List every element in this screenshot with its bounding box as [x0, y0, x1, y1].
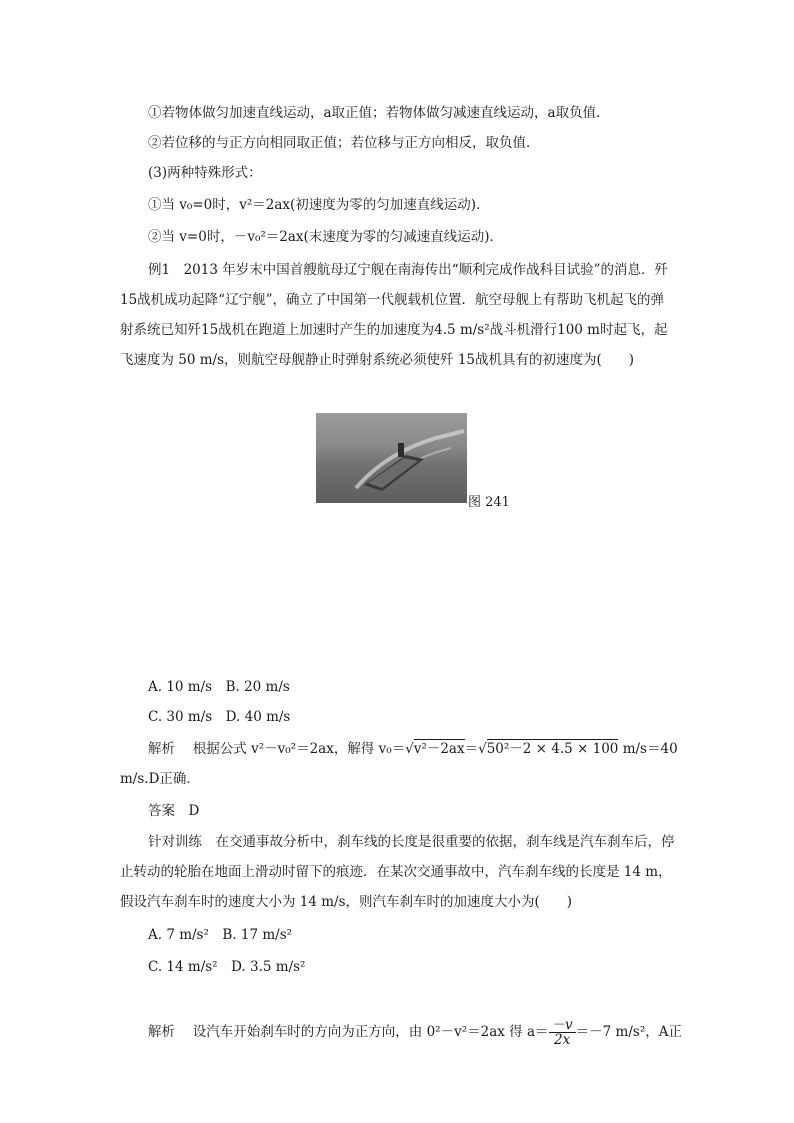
options2-cd: C. 14 m/s² D. 3.5 m/s²: [148, 959, 306, 975]
answer-1: [148, 802, 199, 820]
solution-2-text-b: ＝－7 m/s²，A正: [575, 1024, 682, 1040]
figure-caption: 图 241: [468, 495, 510, 510]
training-paragraph: 针对训练 在交通事故分析中，刹车线的长度是很重要的依据，刹车线是汽车刹车后，停止转动的轮胎在地面上滑动时留下的痕迹．在某次交通事故中，汽车刹车线的长度是 14 m，假设汽车刹车时的速度大小为 14 m/s，则汽车刹车时的加速度大小为( ): [120, 834, 675, 910]
equals-sign: ＝: [464, 741, 479, 757]
answer-label: 答案: [148, 803, 175, 819]
fraction: [549, 1018, 576, 1047]
options-cd: C. 30 m/s D. 40 m/s: [148, 709, 291, 725]
solution-2-line: [148, 1018, 682, 1047]
solution-1-line: 解析 根据公式 v²－v₀²＝2ax，解得 v₀＝√v²－2ax＝√50²－2 × 4.5 × 100 m/s＝40: [148, 741, 678, 757]
solution-text-a: 根据公式 v²－v₀²＝2ax，解得 v₀＝: [192, 741, 406, 757]
options2-ab: A. 7 m/s² B. 17 m/s²: [148, 927, 293, 943]
fraction-numerator: －v: [549, 1018, 576, 1033]
heading-special-forms: (3)两种特殊形式：: [148, 165, 262, 181]
solution-1-continuation: m/s.D正确．: [120, 771, 200, 787]
rule-line-2: ②若位移的与正方向相同取正值；若位移与正方向相反，取负值．: [148, 135, 540, 151]
special-form-2: ②当 v=0时，－v₀²＝2ax(末速度为零的匀减速直线运动)．: [148, 229, 504, 245]
carrier-illustration: [316, 413, 467, 503]
fraction-denominator: 2x: [553, 1032, 571, 1048]
solution-2-text-a: 设汽车开始刹车时的方向为正方向，由 0²－v²＝2ax 得 a＝: [192, 1024, 549, 1040]
solution-label: 解析: [148, 741, 175, 757]
sqrt-expression-1: v²－2ax: [413, 741, 465, 757]
answer-value: D: [188, 803, 200, 819]
special-form-1: ①当 v₀=0时，v²＝2ax(初速度为零的匀加速直线运动)．: [148, 197, 490, 213]
solution-unit: m/s＝40: [618, 741, 678, 757]
solution-2-label: 解析: [148, 1024, 175, 1040]
sqrt-expression-2: 50²－2 × 4.5 × 100: [486, 741, 619, 757]
rule-line-1: ①若物体做匀加速直线运动，a取正值；若物体做匀减速直线运动，a取负值．: [148, 105, 610, 121]
aircraft-carrier-photo: [316, 413, 467, 503]
options-ab: A. 10 m/s B. 20 m/s: [148, 679, 290, 695]
example-1-paragraph: 例1 2013 年岁末中国首艘航母辽宁舰在南海传出“顺利完成作战科目试验”的消息．歼 15战机成功起降“辽宁舰”，确立了中国第一代舰载机位置．航空母舰上有帮助飞机起飞的弹射系统已知歼15战机在跑道上加速时产生的加速度为4.5 m/s²战斗机滑行100 m时起飞，起飞速度为 50 m/s，则航空母舰静止时弹射系统必须使歼 15战机具有的初速度为( ): [120, 262, 669, 368]
